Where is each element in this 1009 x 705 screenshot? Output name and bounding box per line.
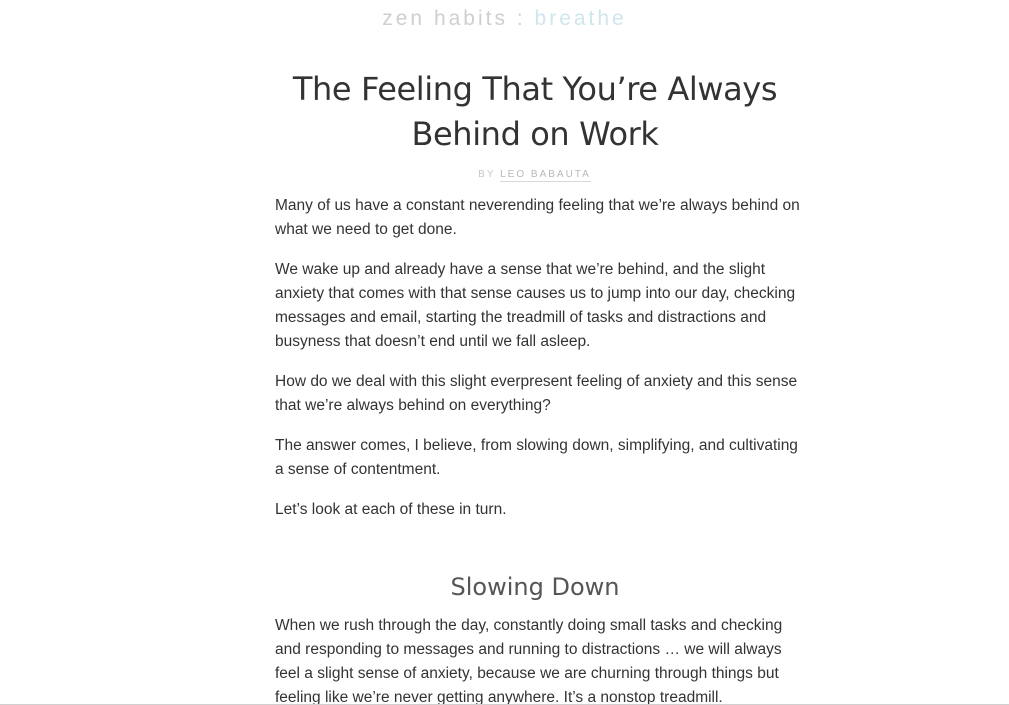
paragraph: Let’s look at each of these in turn. xyxy=(275,501,507,518)
paragraph: The answer comes, I believe, from slowing down, simplifying, and cultivating a sense of contentment. xyxy=(275,437,798,478)
section-heading: Slowing Down xyxy=(450,573,620,601)
author-link[interactable]: LEO BABAUTA xyxy=(500,169,591,180)
paragraph: We wake up and already have a sense that we’re behind, and the slight anxiety that comes with that sense causes us to jump into our day, checking messages and email, starting the treadmill of tasks and distractions and busyness that doesn’t end until we fall asleep. xyxy=(275,261,796,350)
site-tagline: breathe xyxy=(534,7,627,30)
paragraph: When we rush through the day, constantly doing small tasks and checking and responding to messages and running to distractions … we will always feel a slight sense of anxiety, because we are churning through things but feeling like we’re never getting anywhere. It’s a nonstop treadmill. xyxy=(275,617,783,705)
post-title: The Feeling That You’re Always Behind on Work xyxy=(292,70,778,153)
paragraph: Many of us have a constant neverending feeling that we’re always behind on what we need to get done. xyxy=(275,197,800,238)
post-content xyxy=(275,194,805,705)
byline xyxy=(0,168,1009,182)
site-header[interactable] xyxy=(0,6,1009,32)
site-separator: : xyxy=(516,7,526,30)
byline-prefix: BY xyxy=(478,169,496,180)
paragraph: How do we deal with this slight everpresent feeling of anxiety and this sense that we’re always behind on everything? xyxy=(275,373,798,414)
site-name[interactable]: zen habits xyxy=(382,7,508,30)
